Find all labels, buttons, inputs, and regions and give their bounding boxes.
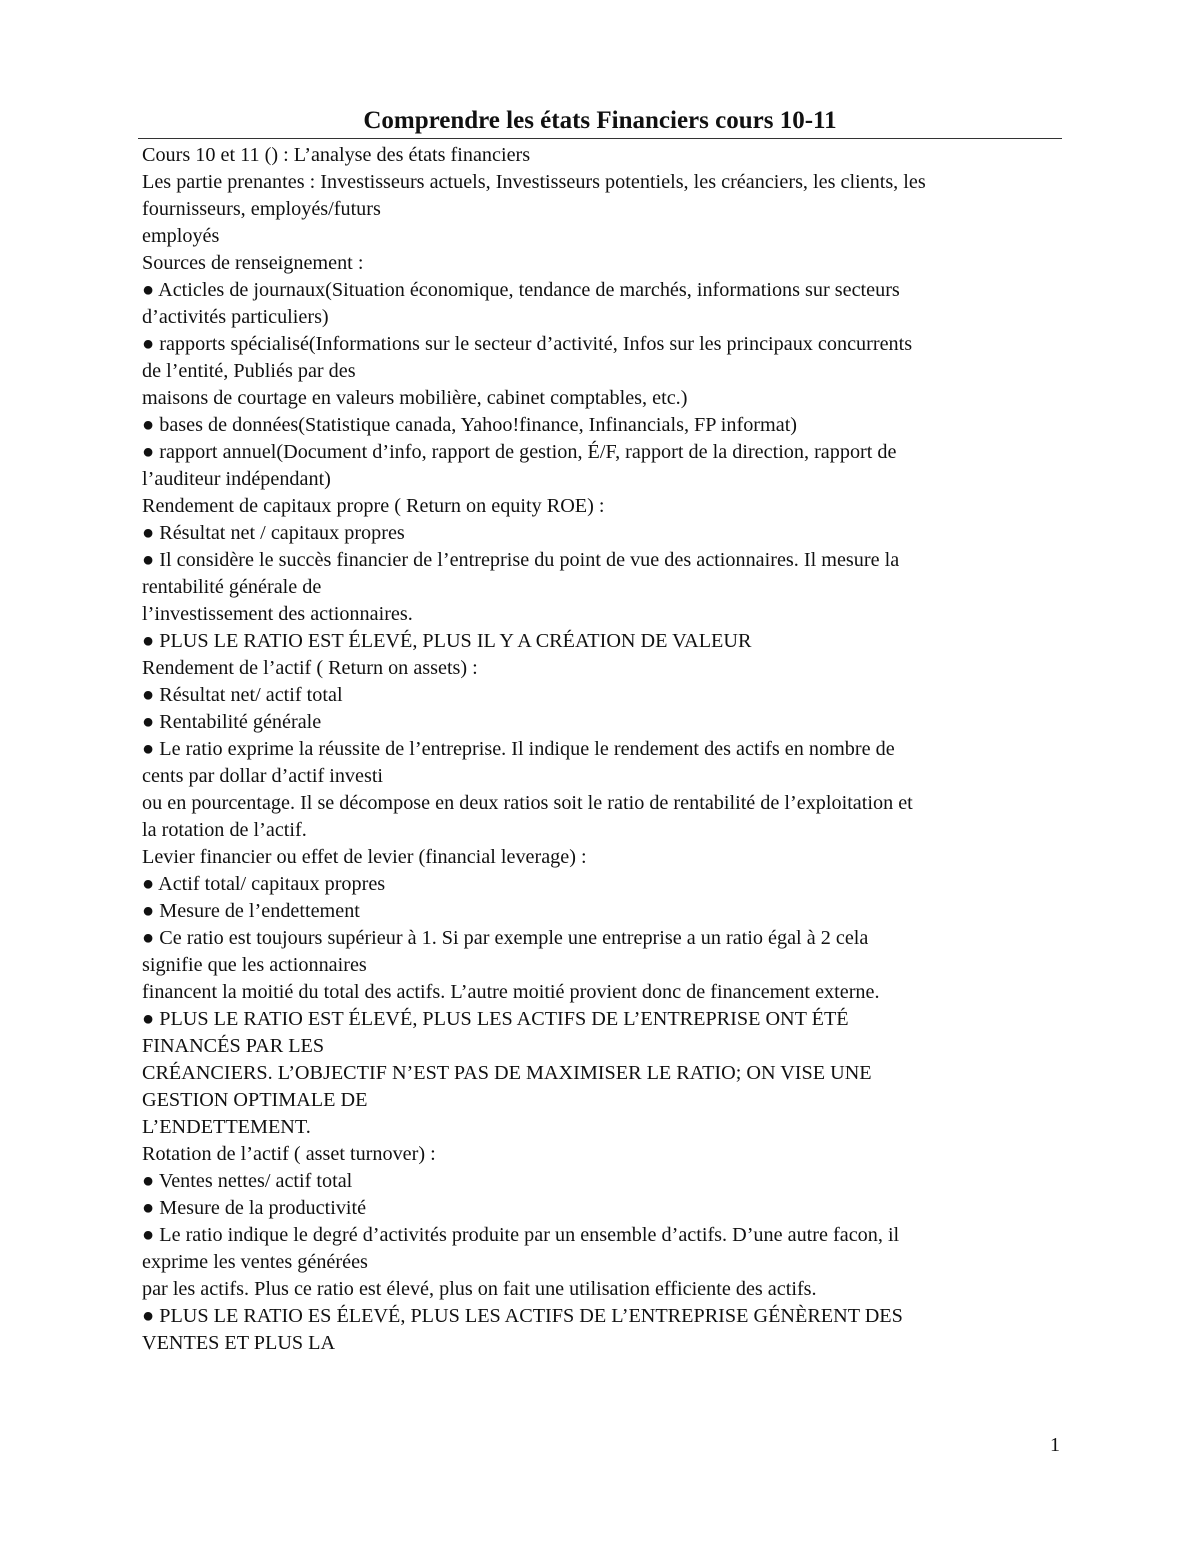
text-line: ● bases de données(Statistique canada, Yahoo!finance, Infinancials, FP informat) <box>142 414 798 436</box>
text-line: ● Rentabilité générale <box>142 711 322 733</box>
text-line: fournisseurs, employés/futurs <box>142 198 381 220</box>
text-line: ● rapports spécialisé(Informations sur le secteur d’activité, Infos sur les principaux concurrents <box>142 333 913 355</box>
text-line: Rotation de l’actif ( asset turnover) : <box>142 1143 436 1165</box>
text-line: maisons de courtage en valeurs mobilière, cabinet comptables, etc.) <box>142 387 688 409</box>
text-line: ● Ventes nettes/ actif total <box>142 1170 353 1192</box>
text-line: Levier financier ou effet de levier (financial leverage) : <box>142 846 587 868</box>
text-line: Sources de renseignement : <box>142 252 364 274</box>
text-line: ou en pourcentage. Il se décompose en deux ratios soit le ratio de rentabilité de l’exploitation et <box>142 792 913 814</box>
text-line: FINANCÉS PAR LES <box>142 1035 325 1057</box>
text-line: ● Actif total/ capitaux propres <box>142 873 386 895</box>
text-line: financent la moitié du total des actifs. L’autre moitié provient donc de financement externe. <box>142 981 880 1003</box>
text-line: ● Ce ratio est toujours supérieur à 1. Si par exemple une entreprise a un ratio égal à 2 cela <box>142 927 869 949</box>
text-line: ● Acticles de journaux(Situation économique, tendance de marchés, informations sur secteurs <box>142 279 900 301</box>
text-line: VENTES ET PLUS LA <box>142 1332 336 1354</box>
text-line: ● Mesure de l’endettement <box>142 900 360 922</box>
text-line: employés <box>142 225 220 247</box>
text-line: ● Résultat net/ actif total <box>142 684 343 706</box>
text-line: ● Il considère le succès financier de l’entreprise du point de vue des actionnaires. Il mesure la <box>142 549 900 571</box>
text-line: Les partie prenantes : Investisseurs actuels, Investisseurs potentiels, les créanciers, les clients, les <box>142 171 926 193</box>
text-line: la rotation de l’actif. <box>142 819 307 841</box>
text-line: Cours 10 et 11 () : L’analyse des états financiers <box>142 144 531 166</box>
text-line: d’activités particuliers) <box>142 306 329 328</box>
document-body <box>142 142 1072 1357</box>
text-line: Rendement de l’actif ( Return on assets) : <box>142 657 478 679</box>
text-line: CRÉANCIERS. L’OBJECTIF N’EST PAS DE MAXIMISER LE RATIO; ON VISE UNE <box>142 1062 872 1084</box>
text-line: ● Résultat net / capitaux propres <box>142 522 405 544</box>
text-line: signifie que les actionnaires <box>142 954 367 976</box>
text-line: ● Le ratio indique le degré d’activités produite par un ensemble d’actifs. D’une autre facon, il <box>142 1224 900 1246</box>
text-line: cents par dollar d’actif investi <box>142 765 384 787</box>
text-line: ● Le ratio exprime la réussite de l’entreprise. Il indique le rendement des actifs en nombre de <box>142 738 895 760</box>
text-line: l’investissement des actionnaires. <box>142 603 413 625</box>
text-line: l’auditeur indépendant) <box>142 468 331 490</box>
text-line: de l’entité, Publiés par des <box>142 360 356 382</box>
text-line: ● Mesure de la productivité <box>142 1197 367 1219</box>
text-line: ● PLUS LE RATIO EST ÉLEVÉ, PLUS LES ACTIFS DE L’ENTREPRISE ONT ÉTÉ <box>142 1008 849 1030</box>
text-line: ● rapport annuel(Document d’info, rapport de gestion, É/F, rapport de la direction, rapport de <box>142 441 897 463</box>
text-line: Rendement de capitaux propre ( Return on equity ROE) : <box>142 495 605 517</box>
document-title: Comprendre les états Financiers cours 10-11 <box>138 104 1062 139</box>
page-number: 1 <box>1050 1434 1060 1456</box>
text-line: rentabilité générale de <box>142 576 322 598</box>
text-line: exprime les ventes générées <box>142 1251 368 1273</box>
text-line: par les actifs. Plus ce ratio est élevé, plus on fait une utilisation efficiente des actifs. <box>142 1278 817 1300</box>
text-line: ● PLUS LE RATIO ES ÉLEVÉ, PLUS LES ACTIFS DE L’ENTREPRISE GÉNÈRENT DES <box>142 1305 903 1327</box>
text-line: GESTION OPTIMALE DE <box>142 1089 368 1111</box>
text-line: L’ENDETTEMENT. <box>142 1116 311 1138</box>
text-line: ● PLUS LE RATIO EST ÉLEVÉ, PLUS IL Y A CRÉATION DE VALEUR <box>142 630 752 652</box>
